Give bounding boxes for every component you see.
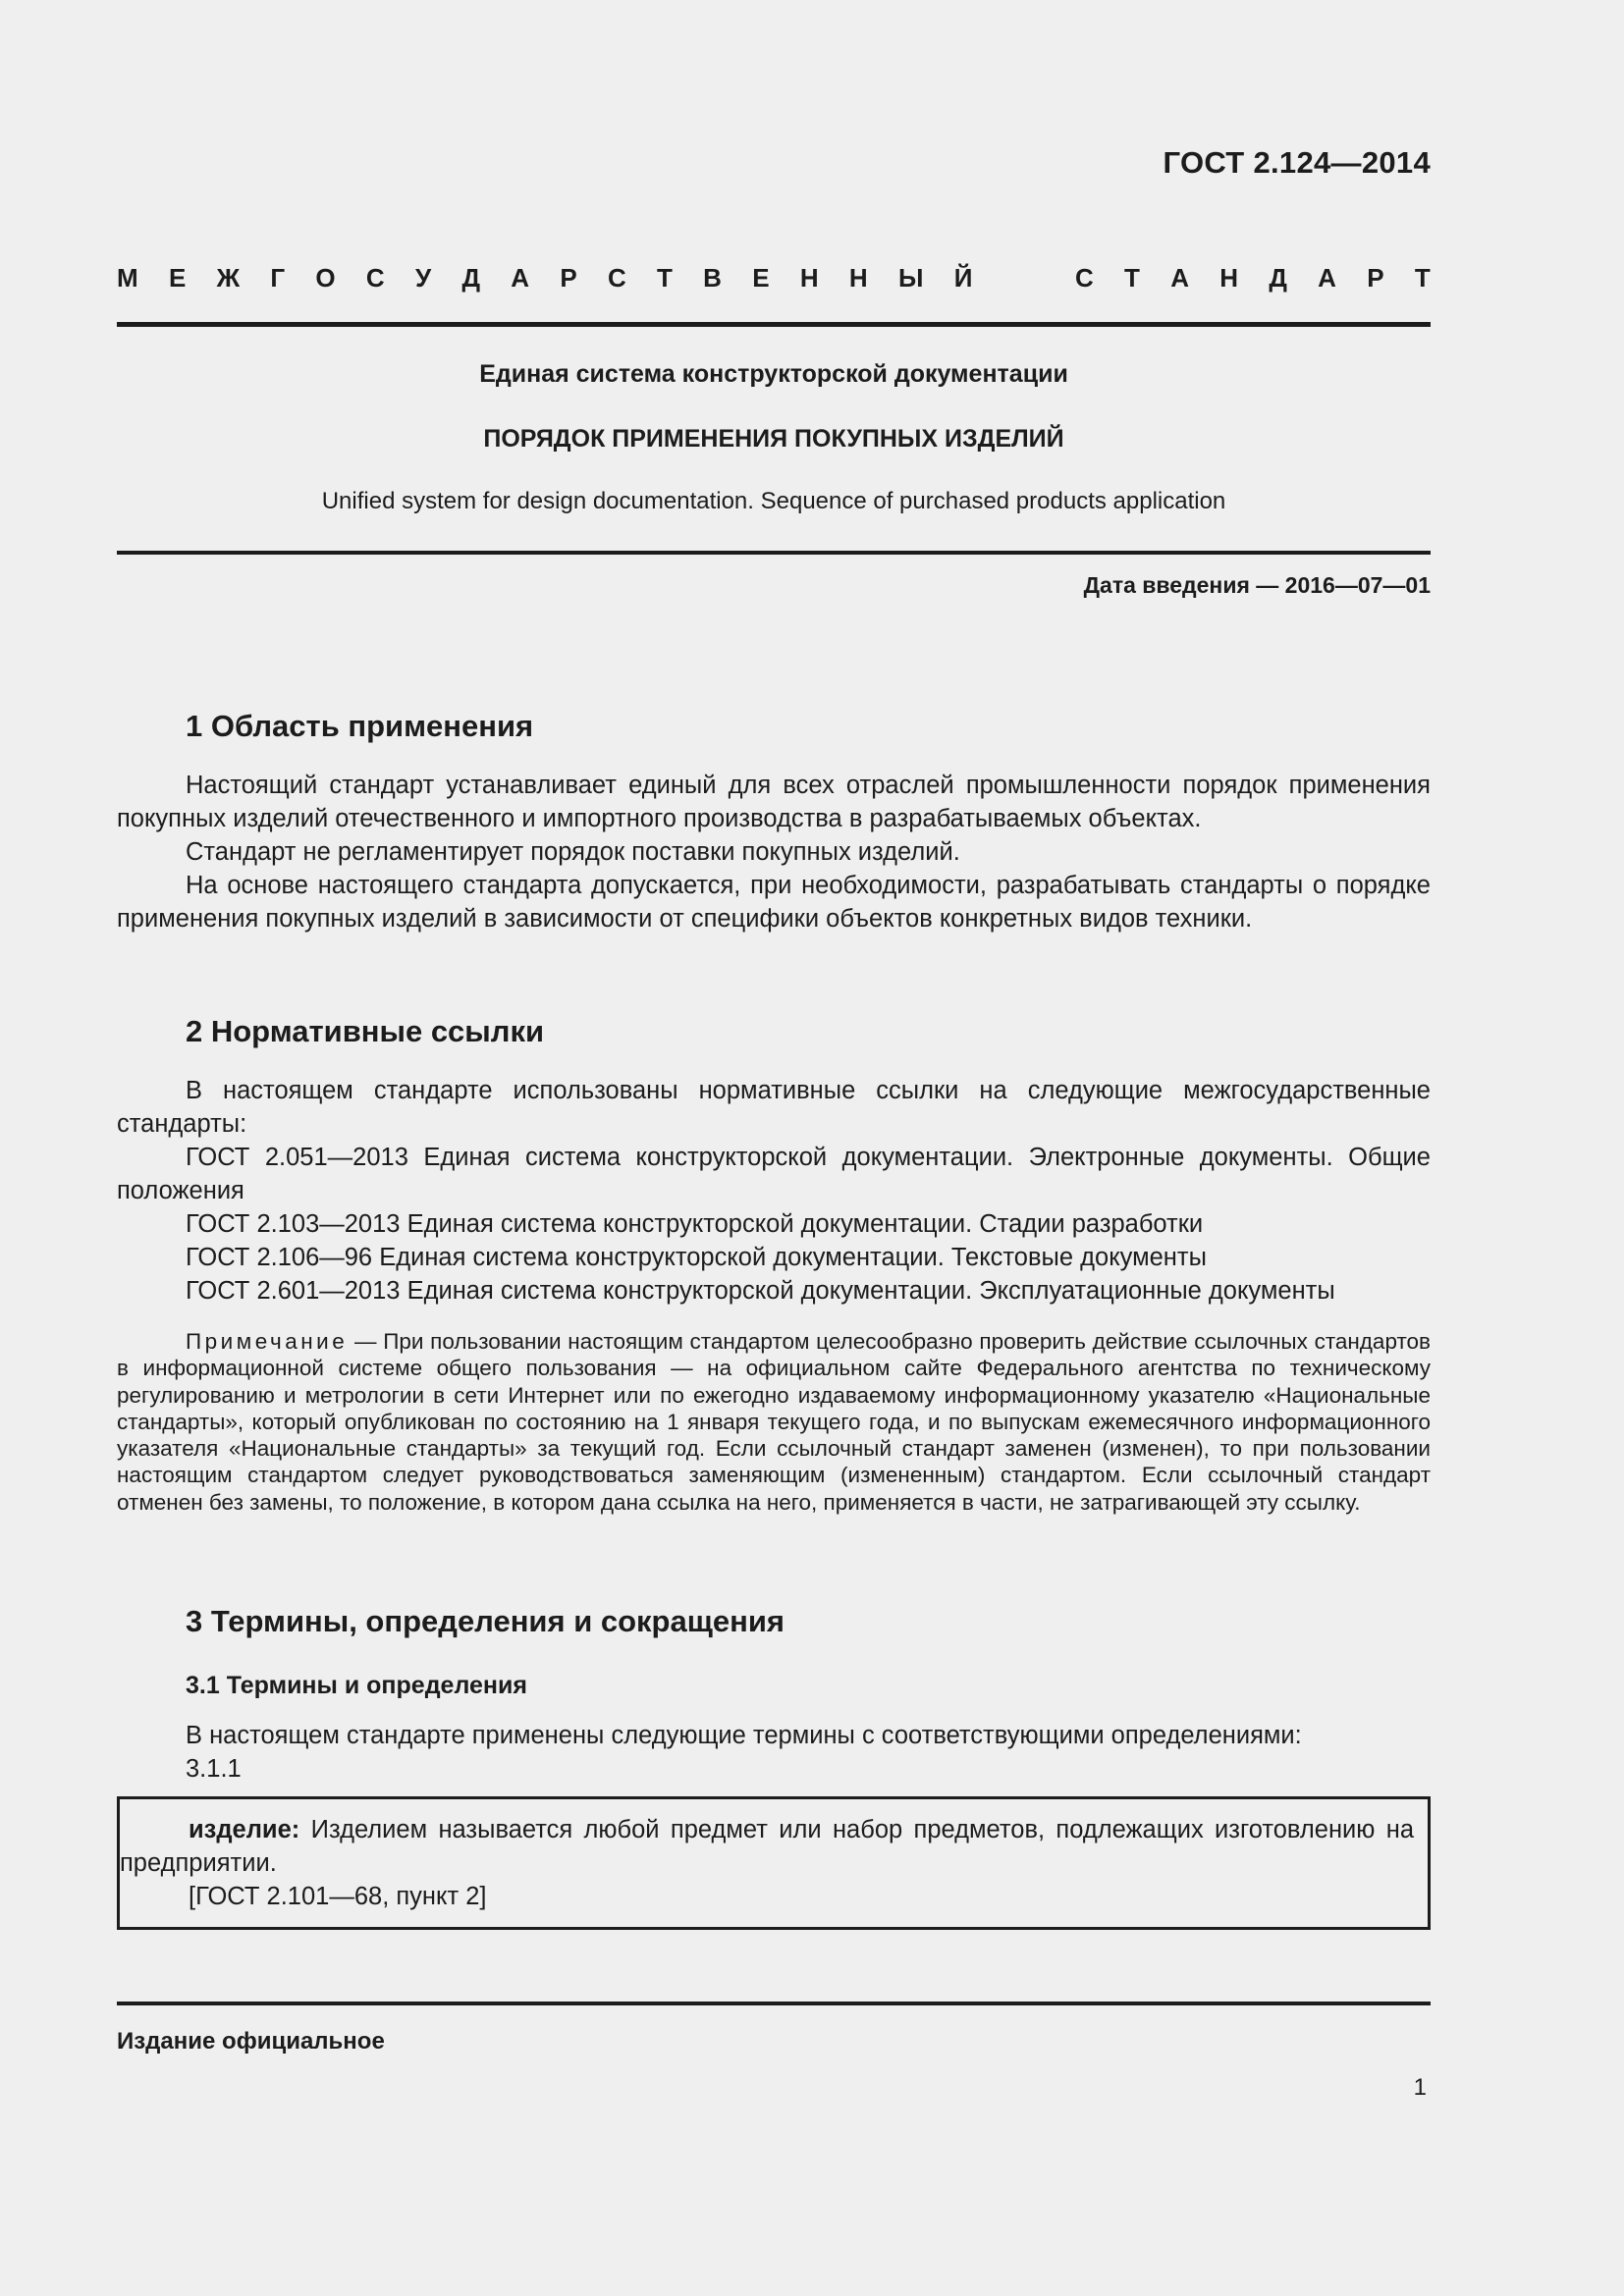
reference-item: ГОСТ 2.103—2013 Единая система конструкторской документации. Стадии разработки (186, 1210, 1204, 1238)
footer-divider (117, 2002, 1431, 2005)
banner-letter: У (414, 263, 432, 293)
banner-letter: Т (1124, 263, 1140, 293)
term-definition-text: Изделием называется любой предмет или набор предметов, подлежащих изготовлению на предприятии. (120, 1816, 1414, 1877)
banner-letter: Д (1269, 263, 1287, 293)
reference-item: ГОСТ 2.601—2013 Единая система конструкторской документации. Эксплуатационные документы (186, 1277, 1335, 1305)
paragraph: На основе настоящего стандарта допускается, при необходимости, разрабатывать стандарты о порядке применения покупных изделий в зависимости от специфики объектов конкретных видов техники. (117, 872, 1431, 933)
interstate-standard-banner (117, 263, 1431, 294)
banner-letter: Д (461, 263, 480, 293)
page-number: 1 (1413, 2074, 1427, 2101)
banner-letter: Р (560, 263, 577, 293)
banner-letter: Т (657, 263, 673, 293)
note-text: — При пользовании настоящим стандартом целесообразно проверить действие ссылочных стандартов в информационной системе общего пользования — на официальном сайте Федерального агентства по техническому регулированию и метрологии в сети Интернет или по ежегодно издаваемому информационному указателю «Национальные стандарты», который опубликован по состоянию на 1 января текущего года, и по выпускам ежемесячного информационного указателя «Национальные стандарты» за текущий год. Если ссылочный стандарт заменен (изменен), то при пользовании настоящим стандартом следует руководствоваться заменяющим (измененным) стандартом. Если ссылочный стандарт отменен без замены, то положение, в котором дана ссылка на него, применяется в части, не затрагивающей эту ссылку. (117, 1329, 1431, 1515)
section-1-body (117, 769, 1431, 935)
banner-letter: М (117, 263, 138, 293)
banner-letter: Н (1219, 263, 1239, 293)
banner-letter: Н (848, 263, 868, 293)
english-title: Unified system for design documentation. Sequence of purchased products application (321, 488, 1226, 514)
paragraph: В настоящем стандарте применены следующие термины с соответствующими определениями: (186, 1722, 1302, 1749)
official-edition-label: Издание официальное (117, 2028, 385, 2055)
term-definition-box (117, 1796, 1431, 1930)
section-2-body (117, 1074, 1431, 1308)
banner-letter: Е (168, 263, 187, 293)
introduction-date: Дата введения — 2016—07—01 (1083, 572, 1431, 598)
reference-item: ГОСТ 2.106—96 Единая система конструкторской документации. Текстовые документы (186, 1244, 1207, 1271)
banner-letter: Й (953, 263, 973, 293)
reference-item: ГОСТ 2.051—2013 Единая система конструкторской документации. Электронные документы. Общие положения (117, 1144, 1431, 1204)
main-title: ПОРЯДОК ПРИМЕНЕНИЯ ПОКУПНЫХ ИЗДЕЛИЙ (483, 425, 1064, 453)
note-block (117, 1328, 1431, 1516)
system-title: Единая система конструкторской документации (479, 360, 1068, 388)
header-divider (117, 322, 1431, 327)
banner-letter: С (607, 263, 626, 293)
term-source: [ГОСТ 2.101—68, пункт 2] (189, 1883, 487, 1910)
banner-letter: Р (1367, 263, 1384, 293)
paragraph: Стандарт не регламентирует порядок поставки покупных изделий. (186, 838, 960, 866)
banner-letter: А (1170, 263, 1189, 293)
banner-letter: Т (1414, 263, 1431, 293)
banner-letter: О (315, 263, 336, 293)
banner-letter: С (365, 263, 385, 293)
subsection-3-1-heading: 3.1 Термины и определения (186, 1672, 527, 1699)
note-label: Примечание (186, 1329, 349, 1354)
section-3-heading: 3 Термины, определения и сокращения (186, 1604, 785, 1638)
banner-letter: Е (752, 263, 770, 293)
section-2-heading: 2 Нормативные ссылки (186, 1014, 545, 1048)
banner-letter: Н (799, 263, 819, 293)
banner-letter: Г (270, 263, 286, 293)
section-1-heading: 1 Область применения (186, 709, 534, 743)
banner-letter: А (511, 263, 530, 293)
section-3-body (117, 1719, 1431, 1786)
banner-letter: Ж (216, 263, 241, 293)
banner-letter: С (1074, 263, 1094, 293)
term-number: 3.1.1 (186, 1755, 242, 1783)
banner-letter: В (703, 263, 722, 293)
banner-letter: Ы (897, 263, 924, 293)
term-word: изделие: (189, 1816, 300, 1843)
banner-word-gap (1003, 263, 1045, 294)
title-divider (117, 551, 1431, 555)
paragraph: Настоящий стандарт устанавливает единый для всех отраслей промышленности порядок применения покупных изделий отечественного и импортного производства в разрабатываемых объектах. (117, 772, 1431, 832)
document-code: ГОСТ 2.124—2014 (1163, 145, 1431, 180)
term-definition (120, 1813, 1414, 1880)
banner-letter: А (1318, 263, 1336, 293)
note-paragraph (117, 1328, 1431, 1516)
paragraph: В настоящем стандарте использованы нормативные ссылки на следующие межгосударственные стандарты: (117, 1077, 1431, 1138)
